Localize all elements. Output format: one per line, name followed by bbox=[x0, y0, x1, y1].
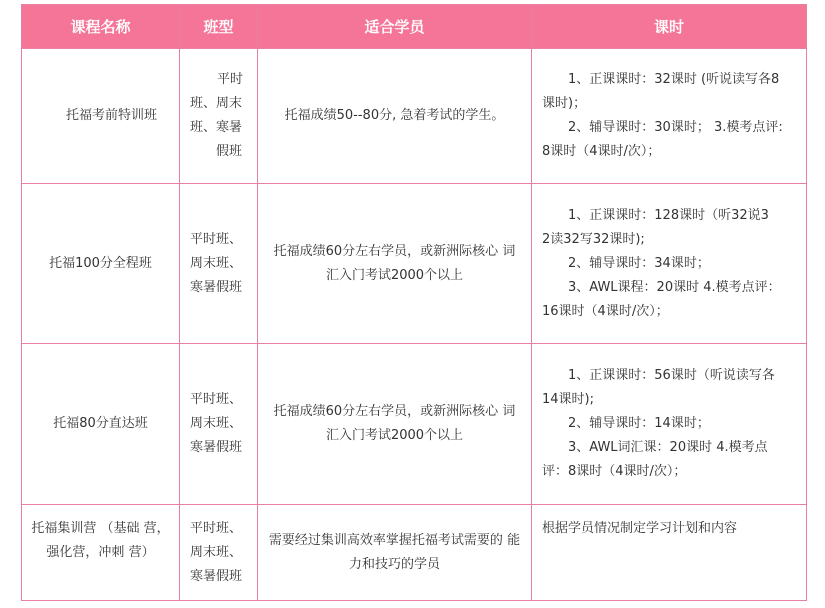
class-hours-line: 1、正课课时：56课时（听说读写各 bbox=[568, 368, 775, 383]
class-hours-line: 2、辅导课时：34课时； bbox=[568, 255, 710, 271]
class-type-line: 平时班、 bbox=[190, 392, 243, 407]
class-type-line: 平时班、 bbox=[190, 521, 243, 536]
class-type-line: 寒暑假班 bbox=[190, 569, 243, 584]
class-type-line: 周末班、 bbox=[190, 545, 243, 560]
class-hours-cell bbox=[532, 505, 807, 601]
table-row bbox=[22, 49, 807, 184]
class-hours-line: 根据学员情况制定学习计划和内容 bbox=[542, 521, 738, 536]
suitable-students-cell bbox=[258, 344, 532, 505]
class-hours-cell bbox=[532, 344, 807, 505]
class-type-cell bbox=[180, 184, 258, 344]
class-type-line: 平时 bbox=[216, 72, 243, 87]
table-row bbox=[22, 184, 807, 344]
table-row bbox=[22, 344, 807, 505]
class-hours-line: 1、正课课时：128课时（听32说3 bbox=[568, 207, 769, 223]
course-name: 托福100分全程班 bbox=[49, 255, 152, 271]
course-table-container bbox=[21, 4, 807, 601]
class-hours-line: 2读32写32课时); bbox=[542, 231, 645, 247]
class-hours-line: 2、辅导课时：14课时； bbox=[568, 416, 710, 431]
class-type-cell bbox=[180, 49, 258, 184]
header-suitable-students: 适合学员 bbox=[258, 5, 532, 49]
class-hours-line: 评：8课时（4课时/次）； bbox=[542, 464, 687, 479]
suitable-students-line: 词汇入门考试2000个以上 bbox=[325, 243, 516, 283]
suitable-students-cell bbox=[258, 505, 532, 601]
suitable-students-line: 词汇入门考试2000个以上 bbox=[325, 404, 516, 443]
class-hours-line: 课时)； bbox=[542, 96, 587, 111]
course-name: 托福80分直达班 bbox=[53, 416, 148, 431]
course-name-line: 营，强化营，冲刺 bbox=[46, 521, 170, 560]
class-hours-line: 2、辅导课时：30课时； 3.模考点评: bbox=[568, 120, 783, 135]
course-name-cell bbox=[22, 505, 180, 601]
suitable-students-line: 托福成绩50--80分, 急着考试的学生。 bbox=[284, 108, 505, 123]
course-table bbox=[21, 4, 807, 601]
course-name-line: 营） bbox=[128, 545, 155, 560]
table-row bbox=[22, 505, 807, 601]
class-type-line: 班、寒暑 bbox=[190, 120, 243, 135]
header-course-name: 课程名称 bbox=[22, 5, 180, 49]
suitable-students-line: 能力和技巧的学员 bbox=[348, 533, 521, 572]
class-hours-line: 1、正课课时：32课时 (听说读写各8 bbox=[568, 72, 780, 87]
class-type-line: 寒暑假班 bbox=[190, 440, 243, 455]
class-type-line: 周末班、 bbox=[190, 255, 243, 271]
class-hours-line: 8课时（4课时/次）； bbox=[542, 144, 661, 159]
header-row bbox=[22, 5, 807, 49]
header-class-type: 班型 bbox=[180, 5, 258, 49]
suitable-students-line: 托福成绩60分左右学员，或新洲际核心 bbox=[273, 404, 499, 419]
class-type-line: 平时班、 bbox=[190, 231, 243, 247]
class-type-cell bbox=[180, 344, 258, 505]
course-name-cell bbox=[22, 184, 180, 344]
suitable-students-cell bbox=[258, 49, 532, 184]
class-hours-cell bbox=[532, 49, 807, 184]
class-hours-line: 3、AWL词汇课：20课时 4.模考点 bbox=[568, 440, 768, 455]
class-hours-line: 16课时（4课时/次）； bbox=[542, 303, 669, 319]
class-type-line: 假班 bbox=[216, 144, 243, 159]
class-hours-line: 14课时); bbox=[542, 392, 594, 407]
course-name-cell bbox=[22, 344, 180, 505]
course-name-cell bbox=[22, 49, 180, 184]
course-name-line: 托福集训营 （基础 bbox=[31, 521, 140, 536]
course-name: 托福考前特训班 bbox=[65, 108, 157, 123]
header-class-hours: 课时 bbox=[532, 5, 807, 49]
suitable-students-cell bbox=[258, 184, 532, 344]
class-hours-line: 3、AWL课程：20课时 4.模考点评： bbox=[568, 279, 781, 295]
class-type-line: 班、周末 bbox=[190, 96, 243, 111]
class-hours-cell bbox=[532, 184, 807, 344]
class-type-line: 周末班、 bbox=[190, 416, 243, 431]
class-type-line: 寒暑假班 bbox=[190, 279, 243, 295]
class-type-cell bbox=[180, 505, 258, 601]
suitable-students-line: 需要经过集训高效率掌握托福考试需要的 bbox=[268, 533, 503, 548]
suitable-students-line: 托福成绩60分左右学员，或新洲际核心 bbox=[273, 243, 499, 259]
